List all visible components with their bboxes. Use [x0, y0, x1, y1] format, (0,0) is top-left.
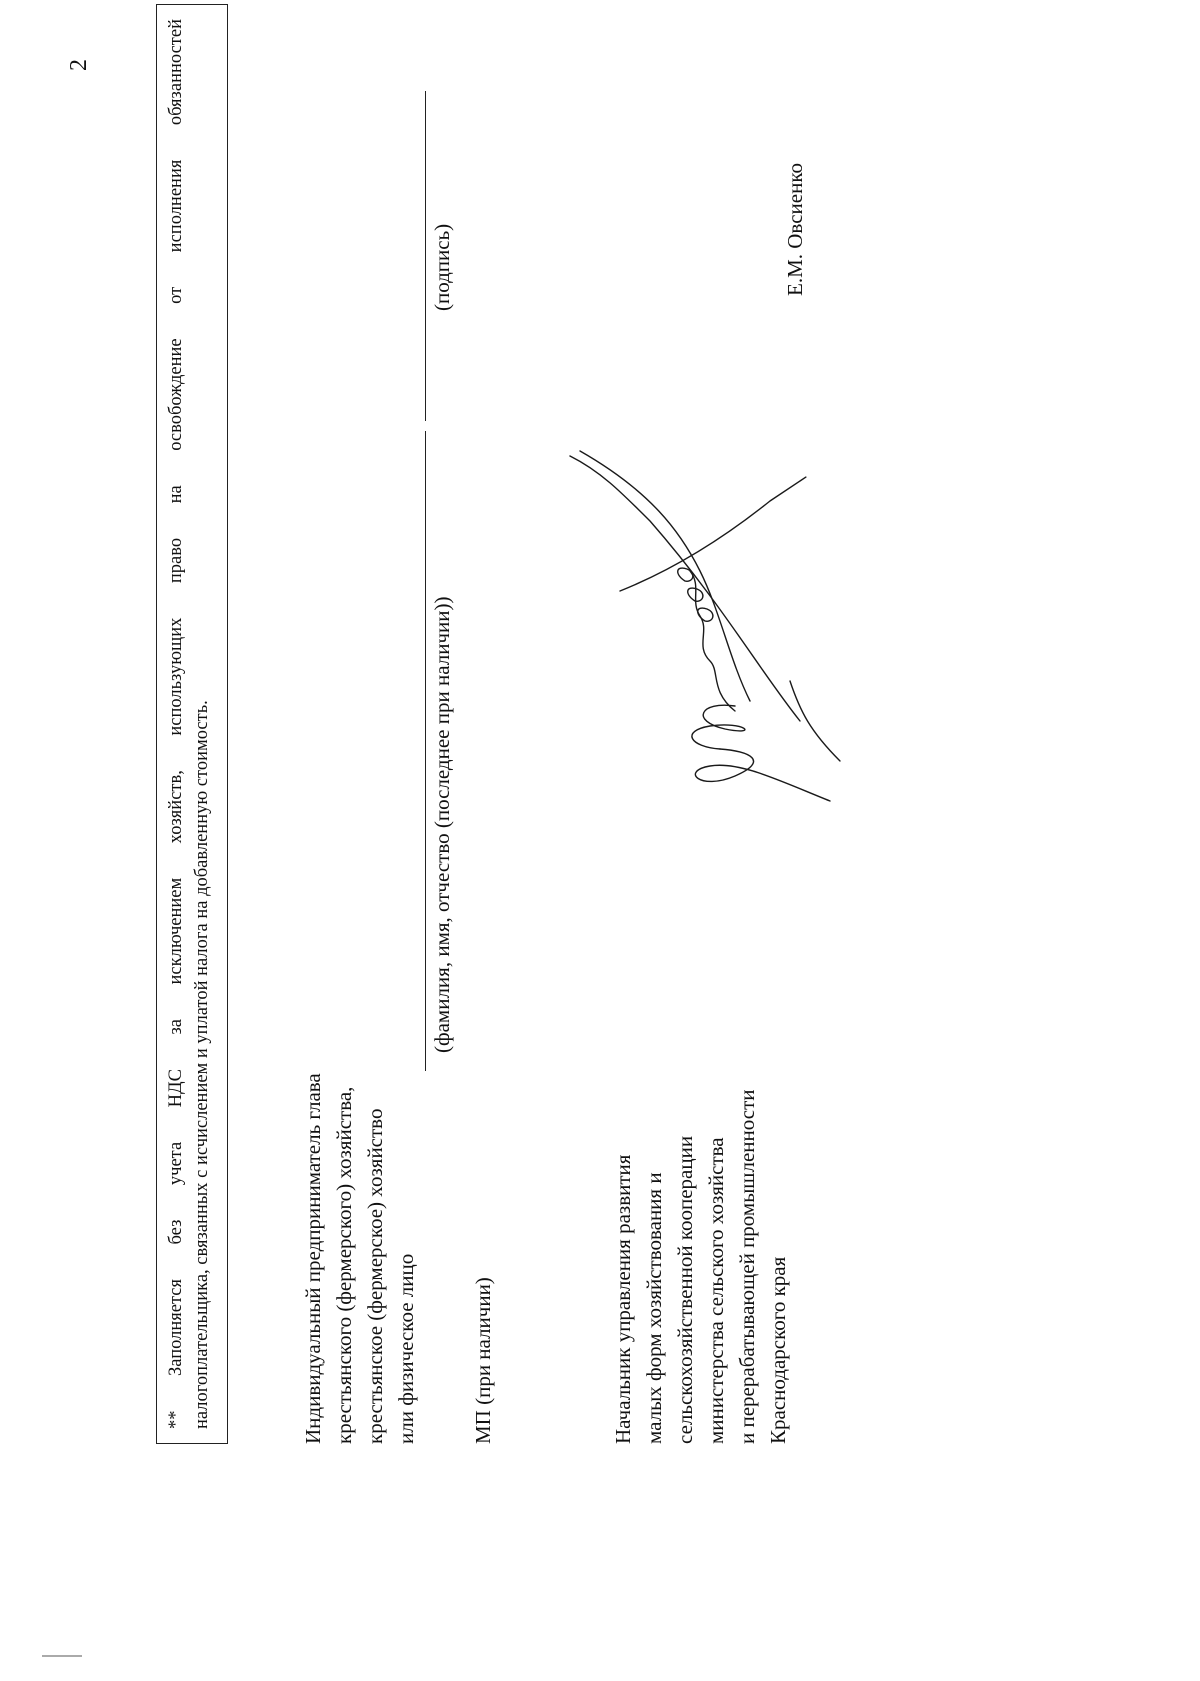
applicant-title — [298, 1073, 422, 1444]
signature-caption: (подпись) — [430, 223, 454, 311]
fio-line — [425, 431, 426, 1071]
footnote-line-1: ** Заполняется без учета НДС за исключением хозяйств, использующих право на освобождение от исполнения обязанностей — [166, 19, 186, 1429]
stamp-place: МП (при наличии) — [471, 1277, 495, 1444]
official-title — [608, 1089, 794, 1444]
official-name: Е.М. Овсиенко — [783, 163, 807, 296]
applicant-title-line: крестьянского (фермерского) хозяйства, — [332, 1086, 356, 1444]
footnote-box — [156, 4, 228, 1444]
page-number: 2 — [66, 59, 92, 71]
official-title-line: министерства сельского хозяйства — [704, 1137, 728, 1444]
applicant-title-line: или физическое лицо — [394, 1253, 418, 1444]
official-title-line: и перерабатывающей промышленности — [735, 1089, 759, 1444]
official-title-line: малых форм хозяйствования и — [642, 1172, 666, 1444]
official-title-line: Начальник управления развития — [611, 1154, 635, 1444]
handwritten-signature — [560, 441, 850, 821]
signature-line — [425, 91, 426, 421]
fio-caption: (фамилия, имя, отчество (последнее при наличии)) — [430, 596, 454, 1053]
official-title-line: сельскохозяйственной кооперации — [673, 1135, 697, 1444]
footnote-line-2: налогоплательщика, связанных с исчислением и уплатой налога на добавленную стоимость. — [192, 700, 212, 1429]
applicant-title-line: крестьянское (фермерское) хозяйство — [363, 1108, 387, 1444]
official-title-line: Краснодарского края — [766, 1256, 790, 1444]
scan-artifact — [42, 1655, 82, 1657]
applicant-title-line: Индивидуальный предприниматель глава — [301, 1073, 325, 1444]
